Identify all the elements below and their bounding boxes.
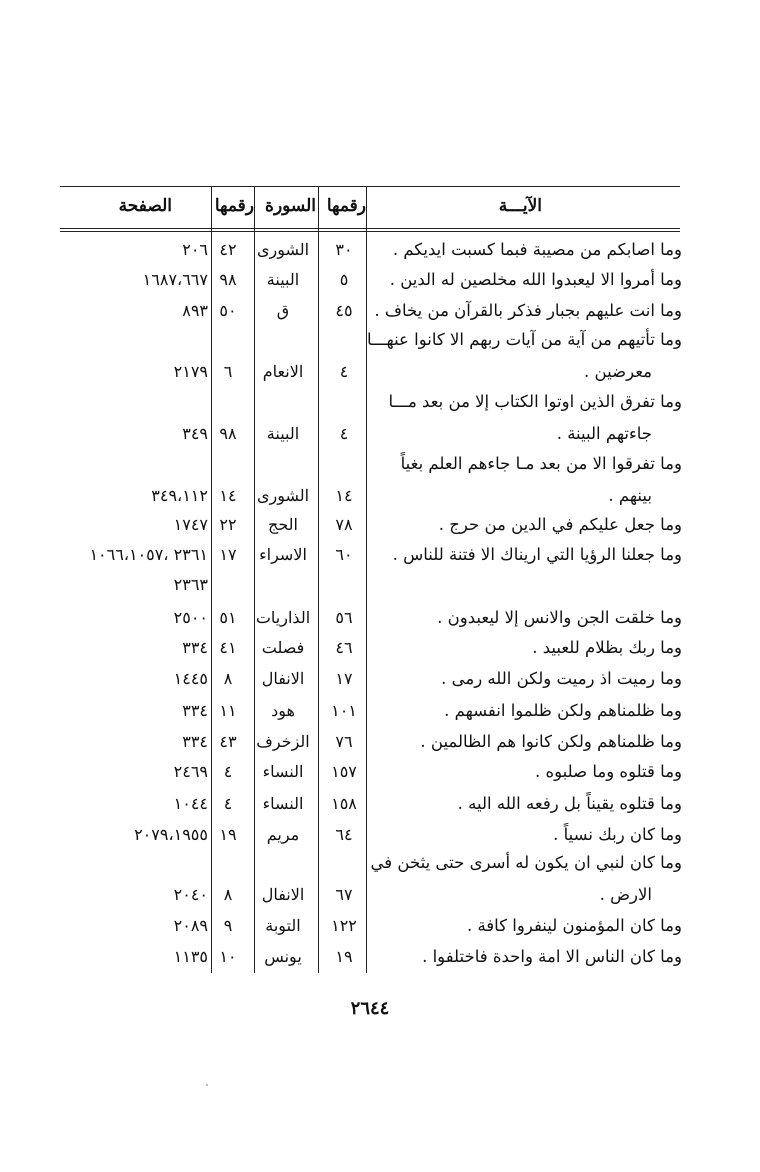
verse-text: وما قتلوه يقيناً بل رفعه الله اليه .: [457, 794, 682, 813]
verse-text: وما خلقت الجن والانس إلا ليعبدون .: [437, 608, 682, 627]
surah-name: ق: [276, 301, 290, 320]
surah-number: ٨: [223, 669, 233, 688]
surah-name: فصلت: [261, 638, 305, 657]
surah-name: البينة: [266, 270, 300, 289]
verse-number: ٦٧: [335, 885, 353, 904]
verse-number: ٤: [339, 424, 349, 443]
surah-name: الشورى: [256, 486, 310, 505]
table-row: [0, 728, 760, 760]
surah-number: ١٧: [219, 545, 237, 564]
verse-text-line1: وما كان لنبي ان يكون له أسرى حتى يثخن في: [370, 853, 682, 872]
surah-number: ٤: [223, 762, 233, 781]
surah-name: الزخرف: [256, 732, 310, 751]
verse-number: ٤: [339, 362, 349, 381]
verse-text: الارض .: [599, 885, 652, 904]
surah-number: ٤٣: [219, 732, 237, 751]
surah-number: ١٩: [219, 825, 237, 844]
verse-text-line1: وما تفرقوا الا من بعد مـا جاءهم العلم بغياً: [400, 454, 682, 473]
verse-number: ١٩: [335, 947, 353, 966]
verse-number: ١٤: [335, 486, 353, 505]
table-row: [0, 821, 760, 853]
surah-number: ٩٨: [219, 270, 237, 289]
verse-number: ٦٠: [335, 545, 353, 564]
verse-text: وما كان ربك نسياً .: [553, 825, 682, 844]
verse-number: ١٧: [335, 669, 353, 688]
page-references: ٢٥٠٠: [173, 608, 208, 627]
table-row: [0, 790, 760, 822]
verse-number: ٥٦: [335, 608, 353, 627]
table-row: [0, 634, 760, 666]
table-row: [0, 392, 760, 452]
surah-number: ٥١: [219, 608, 237, 627]
verse-number: ١٥٨: [331, 794, 357, 813]
verse-number: ٤٥: [335, 301, 353, 320]
table-row: [0, 266, 760, 298]
surah-number: ٤١: [219, 638, 237, 657]
table-row: [0, 511, 760, 543]
page-references: ٨٩٣: [182, 301, 208, 320]
verse-text: جاءتهم البينة .: [556, 424, 652, 443]
table-row: [0, 297, 760, 329]
surah-name: النساء: [262, 762, 304, 781]
verse-number: ٣٠: [335, 240, 353, 259]
verse-text: وما جعلنا الرؤيا التي اريناك الا فتنة للناس .: [392, 545, 682, 564]
page-references: ١٠٤٤: [173, 794, 208, 813]
page-references: ٣٣٤: [182, 732, 208, 751]
table-row: [0, 454, 760, 514]
header-verse: الآيـــة: [498, 196, 542, 216]
verse-text-line1: وما تأتيهم من آية من آيات ربهم الا كانوا عنهـــا: [366, 330, 682, 349]
table-row: [0, 236, 760, 268]
table-row: [0, 541, 760, 594]
verse-number: ٧٨: [335, 515, 353, 534]
page-references: ٣٤٩: [182, 424, 208, 443]
page-references: ٢٠٦: [182, 240, 208, 259]
verse-text: وما انت عليهم بجبار فذكر بالقرآن من يخاف .: [374, 301, 682, 320]
table-row: [0, 912, 760, 944]
page-references: ٢٤٦٩: [173, 762, 208, 781]
surah-name: الحج: [268, 515, 298, 534]
header-surah: السورة: [265, 196, 316, 216]
verse-text: وما اصابكم من مصيبة فبما كسبت ايديكم .: [392, 240, 682, 259]
surah-number: ٩٨: [219, 424, 237, 443]
verse-text: وما أمروا الا ليعبدوا الله مخلصين له الدين .: [389, 270, 682, 289]
page-references: ١١٣٥: [173, 947, 208, 966]
surah-number: ٤٢: [219, 240, 237, 259]
table-row: [0, 943, 760, 975]
table-row: [0, 697, 760, 729]
surah-number: ٨: [223, 885, 233, 904]
surah-number: ٤: [223, 794, 233, 813]
page-references: ٣٣٤: [182, 701, 208, 720]
verse-number: ٦٤: [335, 825, 353, 844]
page-references: ٢٣٦١ ،١٠٦٦،١٠٥٧: [89, 545, 208, 564]
surah-name: الانعام: [262, 362, 304, 381]
verse-text: وما كان الناس الا امة واحدة فاختلفوا .: [422, 947, 682, 966]
page-references: ٢٠٤٠: [173, 885, 208, 904]
page-number: ٢٦٤٤: [350, 998, 390, 1019]
verse-number: ١٢٢: [331, 916, 357, 935]
surah-name: الانفال: [261, 669, 305, 688]
surah-name: التوبة: [265, 916, 301, 935]
header-verse-number: رقمها: [326, 196, 366, 216]
surah-number: ١٤: [219, 486, 237, 505]
table-row: [0, 604, 760, 636]
surah-name: هود: [271, 701, 295, 720]
verse-number: ٧٦: [335, 732, 353, 751]
verse-text-line1: وما تفرق الذين اوتوا الكتاب إلا من بعد مـــا: [388, 392, 682, 411]
surah-name: يونس: [264, 947, 302, 966]
verse-text: وما رميت اذ رميت ولكن الله رمى .: [441, 669, 682, 688]
page-references: ١٧٤٧: [173, 515, 208, 534]
verse-text: وما كان المؤمنون لينفروا كافة .: [466, 916, 682, 935]
verse-text: وما ربك بظلام للعبيد .: [532, 638, 682, 657]
verse-text: وما قتلوه وما صلبوه .: [534, 762, 682, 781]
page-references: ١٤٤٥: [173, 669, 208, 688]
surah-name: الشورى: [256, 240, 310, 259]
verse-number: ٤٦: [335, 638, 353, 657]
page-references: ١٦٨٧،٦٦٧: [142, 270, 208, 289]
surah-name: النساء: [262, 794, 304, 813]
table-row: [0, 665, 760, 697]
surah-number: ٦: [223, 362, 233, 381]
verse-text: وما ظلمناهم ولكن كانوا هم الظالمين .: [420, 732, 682, 751]
table-header-rule: [60, 228, 680, 229]
surah-number: ٢٢: [219, 515, 237, 534]
surah-name: الاسراء: [259, 545, 307, 564]
surah-name: البينة: [266, 424, 300, 443]
verse-number: ١٠١: [331, 701, 357, 720]
table-header-rule-2: [60, 231, 680, 232]
verse-number: ١٥٧: [331, 762, 357, 781]
surah-number: ١١: [219, 701, 237, 720]
scan-speck: [206, 1084, 208, 1086]
page-references: ٢٠٨٩: [173, 916, 208, 935]
verse-text: وما جعل عليكم في الدين من حرج .: [438, 515, 682, 534]
verse-text: وما ظلمناهم ولكن ظلموا انفسهم .: [444, 701, 682, 720]
surah-number: ١٠: [219, 947, 237, 966]
verse-number: ٥: [339, 270, 349, 289]
table-row: [0, 853, 760, 913]
surah-number: ٥٠: [219, 301, 237, 320]
table-row: [0, 758, 760, 790]
header-surah-number: رقمها: [214, 196, 254, 216]
page-references-line2: ٢٣٦٣: [173, 575, 208, 594]
header-page: الصفحة: [118, 196, 172, 216]
table-top-rule: [60, 186, 680, 187]
surah-name: الذاريات: [255, 608, 311, 627]
page-references: ٢٠٧٩،١٩٥٥: [134, 825, 208, 844]
surah-number: ٩: [223, 916, 233, 935]
verse-text: بينهم .: [608, 486, 652, 505]
page-references: ٣٤٩،١١٢: [151, 486, 208, 505]
page-references: ٣٣٤: [182, 638, 208, 657]
surah-name: مريم: [266, 825, 300, 844]
page-references: ٢١٧٩: [173, 362, 208, 381]
surah-name: الانفال: [261, 885, 305, 904]
table-row: [0, 330, 760, 390]
verse-text: معرضين .: [584, 362, 652, 381]
